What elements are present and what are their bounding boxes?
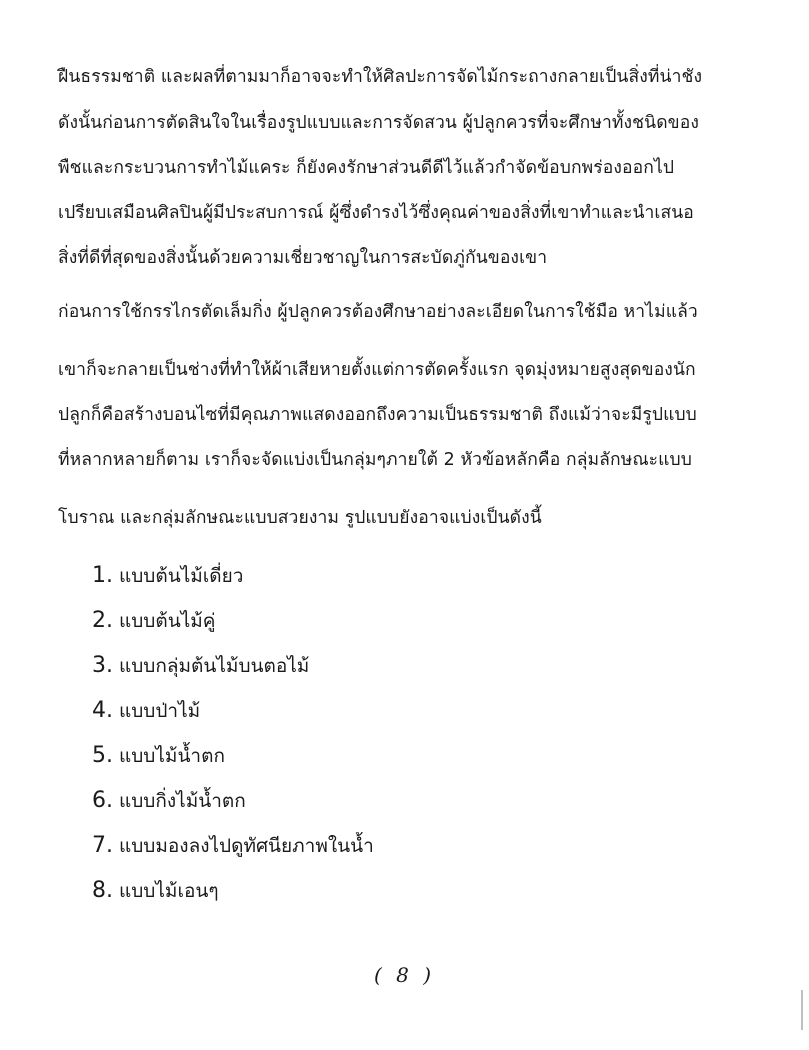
scan-edge-mark xyxy=(801,990,803,1030)
paragraph-line: พืชและกระบวนการทำไม้แคระ ก็ยังคงรักษาส่วนดีดีไว้แล้วกำจัดข้อบกพร่องออกไป xyxy=(58,158,675,178)
paragraph-line: ดังนั้นก่อนการตัดสินใจในเรื่องรูปแบบและการจัดสวน ผู้ปลูกควรที่จะศึกษาทั้งชนิดของ xyxy=(58,113,699,133)
list-item-label: แบบมองลงไปดูทัศนียภาพในน้ำ xyxy=(119,835,374,857)
list-item-label: แบบกิ่งไม้น้ำตก xyxy=(119,790,246,812)
list-item xyxy=(92,878,219,904)
paragraph-line: ที่หลากหลายก็ตาม เราก็จะจัดแบ่งเป็นกลุ่มๆภายใต้ 2 หัวข้อหลักคือ กลุ่มลักษณะแบบ xyxy=(58,450,692,470)
list-item xyxy=(92,608,215,634)
list-item-number: 7. xyxy=(92,833,113,858)
list-item-number: 8. xyxy=(92,878,113,903)
list-item-number: 1. xyxy=(92,563,113,588)
paragraph-line: ปลูกก็คือสร้างบอนไซที่มีคุณภาพแสดงออกถึงความเป็นธรรมชาติ ถึงแม้ว่าจะมีรูปแบบ xyxy=(58,405,697,425)
list-item-label: แบบไม้เอนๆ xyxy=(119,880,219,902)
list-item xyxy=(92,653,309,679)
list-item-number: 6. xyxy=(92,788,113,813)
list-item-label: แบบป่าไม้ xyxy=(119,700,201,722)
paragraph-line: เขาก็จะกลายเป็นช่างที่ทำให้ผ้าเสียหายตั้งแต่การตัดครั้งแรก จุดมุ่งหมายสูงสุดของนัก xyxy=(58,360,696,380)
paragraph-line: สิ่งที่ดีที่สุดของสิ่งนั้นด้วยความเชี่ยวชาญในการสะบัดภู่กันของเขา xyxy=(58,248,548,268)
paragraph-line: ฝืนธรรมชาติ และผลที่ตามมาก็อาจจะทำให้ศิลปะการจัดไม้กระถางกลายเป็นสิ่งที่น่าชัง xyxy=(58,67,703,87)
list-item-number: 2. xyxy=(92,608,113,633)
paragraph-line: เปรียบเสมือนศิลปินผู้มีประสบการณ์ ผู้ซึ่งดำรงไว้ซึ่งคุณค่าของสิ่งที่เขาทำและนำเสนอ xyxy=(58,203,694,223)
paragraph-line: ก่อนการใช้กรรไกรตัดเล็มกิ่ง ผู้ปลูกควรต้องศึกษาอย่างละเอียดในการใช้มือ หาไม่แล้ว xyxy=(58,302,698,322)
list-item-label: แบบกลุ่มต้นไม้บนตอไม้ xyxy=(119,655,310,677)
list-item xyxy=(92,698,200,724)
page-number: ( 8 ) xyxy=(373,963,436,987)
list-item xyxy=(92,788,246,814)
list-item-label: แบบไม้น้ำตก xyxy=(119,745,225,767)
list-item xyxy=(92,833,374,859)
list-item xyxy=(92,743,225,769)
list-item-label: แบบต้นไม้คู่ xyxy=(119,610,216,632)
list-item-number: 5. xyxy=(92,743,113,768)
paragraph-line: โบราณ และกลุ่มลักษณะแบบสวยงาม รูปแบบยังอาจแบ่งเป็นดังนี้ xyxy=(58,508,542,528)
list-item-number: 4. xyxy=(92,698,113,723)
list-item-label: แบบต้นไม้เดี่ยว xyxy=(119,565,244,587)
list-item-number: 3. xyxy=(92,653,113,678)
list-item xyxy=(92,563,243,589)
